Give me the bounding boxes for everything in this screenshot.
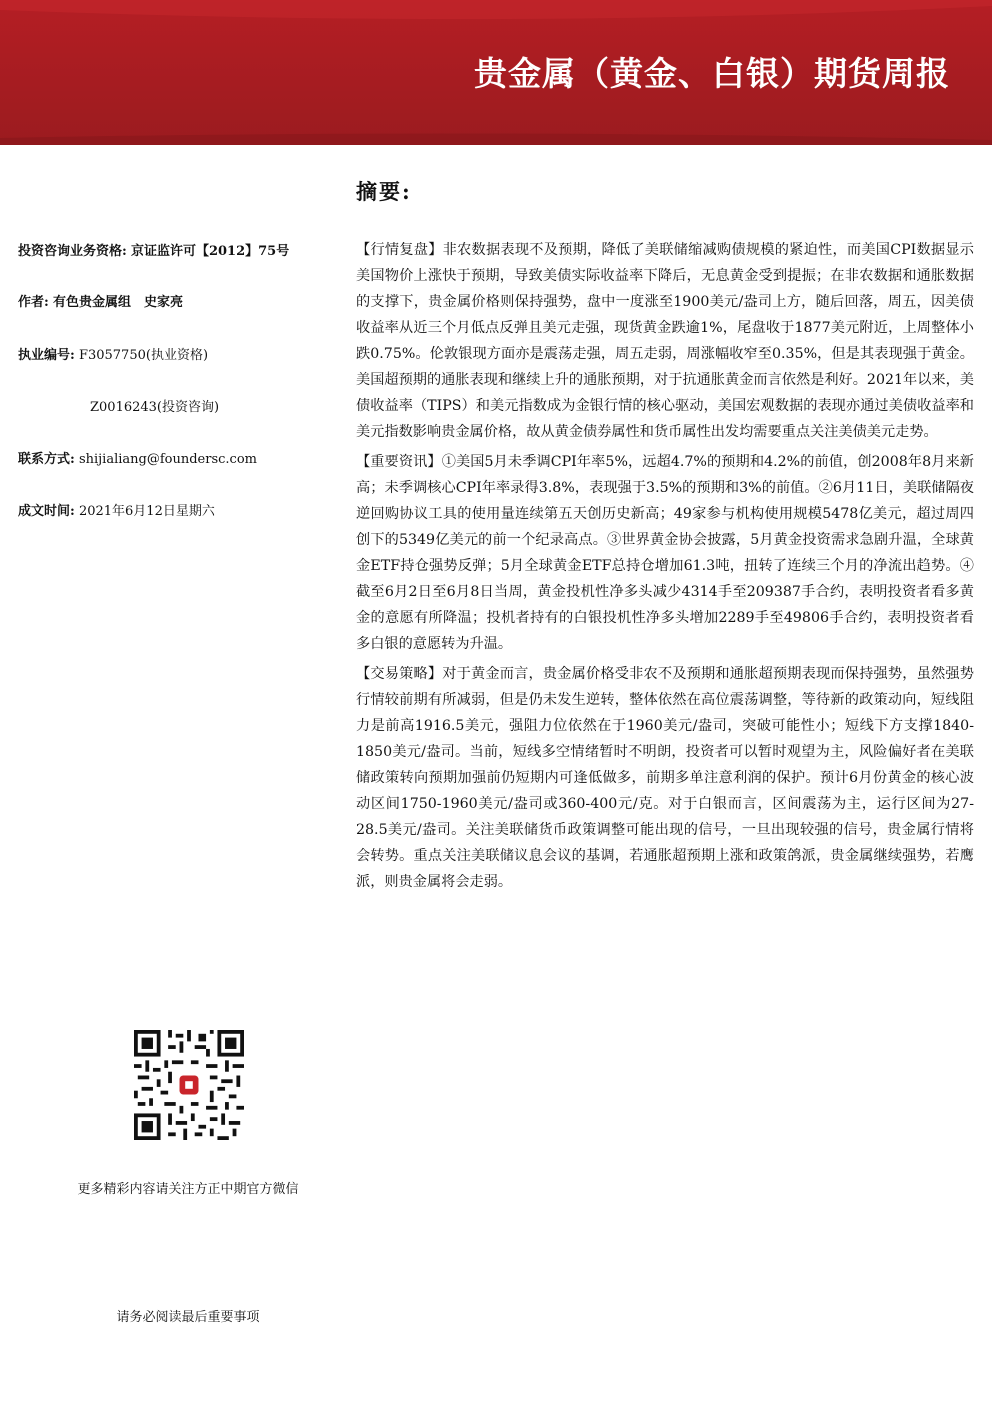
trading-strategy-paragraph	[356, 661, 974, 895]
license-label: 执业编号:	[18, 348, 75, 363]
header-banner	[0, 0, 992, 145]
summary-heading: 摘要:	[356, 179, 412, 204]
market-review-tag: 【行情复盘】	[356, 242, 443, 258]
license-value-1: F3057750(执业资格)	[78, 348, 209, 363]
contact-label: 联系方式:	[18, 452, 75, 467]
author-row	[18, 291, 183, 310]
report-title: 贵金属（黄金、白银）期货周报	[474, 54, 950, 93]
key-news-paragraph	[356, 449, 974, 657]
market-review-paragraph	[356, 237, 974, 445]
trading-strategy-tag: 【交易策略】	[356, 666, 443, 682]
author-label: 作者:	[18, 295, 49, 310]
qr-code-icon	[134, 1030, 244, 1140]
contact-email-link[interactable]: shijialiang@foundersc.com	[78, 452, 257, 467]
qr-caption: 更多精彩内容请关注方正中期官方微信	[77, 1182, 299, 1197]
qualification-value: 京证监许可【2012】75号	[130, 244, 290, 259]
market-review-text: 非农数据表现不及预期，降低了美联储缩减购债规模的紧迫性，而美国CPI数据显示美国物价上涨快于预期，导致美债实际收益率下降后，无息黄金受到提振；在非农数据和通胀数据的支撑下，贵金属价格则保持强势，盘中一度涨至1900美元/盎司上方，随后回落，周五，因美债收益率从近三个月低点反弹且美元走强，现货黄金跌逾1%，尾盘收于1877美元附近，上周整体小跌0.75%。伦敦银现方面亦是震荡走强，周五走弱，周涨幅收窄至0.35%，但是其表现强于黄金。美国超预期的通胀表现和继续上升的通胀预期，对于抗通胀黄金而言依然是利好。2021年以来，美债收益率（TIPS）和美元指数成为金银行情的核心驱动，美国宏观数据的表现亦通过美债收益率和美元指数影响贵金属价格，故从黄金债券属性和货币属性出发均需要重点关注美债美元走势。	[356, 242, 974, 440]
qualification-row	[18, 240, 289, 259]
key-news-text: ①美国5月未季调CPI年率5%，远超4.7%的预期和4.2%的前值，创2008年8月来新高；未季调核心CPI年率录得3.8%，表现强于3.5%的预期和3%的前值。②6月11日，美联储隔夜逆回购协议工具的使用量连续第五天创历史新高；49家参与机构使用规模5478亿美元，超过周四创下的5349亿美元的前一个纪录高点。③世界黄金协会披露，5月黄金投资需求急剧升温，全球黄金ETF持仓强势反弹；5月全球黄金ETF总持仓增加61.3吨，扭转了连续三个月的净流出趋势。④截至6月2日至6月8日当周，黄金投机性净多头减少4314手至209387手合约，表明投资者看多黄金的意愿有所降温；投机者持有的白银投机性净多头增加2289手至49806手合约，表明投资者看多白银的意愿转为升温。	[356, 454, 974, 652]
date-row	[18, 500, 215, 519]
important-notice-text: 请务必阅读最后重要事项	[116, 1310, 260, 1325]
date-label: 成文时间:	[18, 504, 75, 519]
author-value: 有色贵金属组 史家亮	[52, 295, 183, 310]
date-value: 2021年6月12日星期六	[78, 504, 215, 519]
contact-row	[18, 448, 257, 467]
license-value-2: Z0016243(投资咨询)	[90, 400, 220, 415]
trading-strategy-text: 对于黄金而言，贵金属价格受非农不及预期和通胀超预期表现而保持强势，虽然强势行情较前期有所减弱，但是仍未发生逆转，整体依然在高位震荡调整，等待新的政策动向，短线阻力是前高1916.5美元，强阻力位依然在于1960美元/盎司，突破可能性小；短线下方支撑1840-1850美元/盎司。当前，短线多空情绪暂时不明朗，投资者可以暂时观望为主，风险偏好者在美联储政策转向预期加强前仍短期内可逢低做多，前期多单注意利润的保护。预计6月份黄金的核心波动区间1750-1960美元/盎司或360-400元/克。对于白银而言，区间震荡为主，运行区间为27-28.5美元/盎司。关注美联储货币政策调整可能出现的信号，一旦出现较强的信号，贵金属行情将会转势。重点关注美联储议息会议的基调，若通胀超预期上涨和政策鸽派，贵金属继续强势，若鹰派，则贵金属将会走弱。	[356, 666, 974, 890]
summary-body	[356, 237, 974, 899]
key-news-tag: 【重要资讯】	[356, 454, 442, 470]
qualification-label: 投资咨询业务资格:	[18, 244, 127, 259]
license-row	[18, 344, 208, 363]
license-row-2	[90, 396, 219, 415]
